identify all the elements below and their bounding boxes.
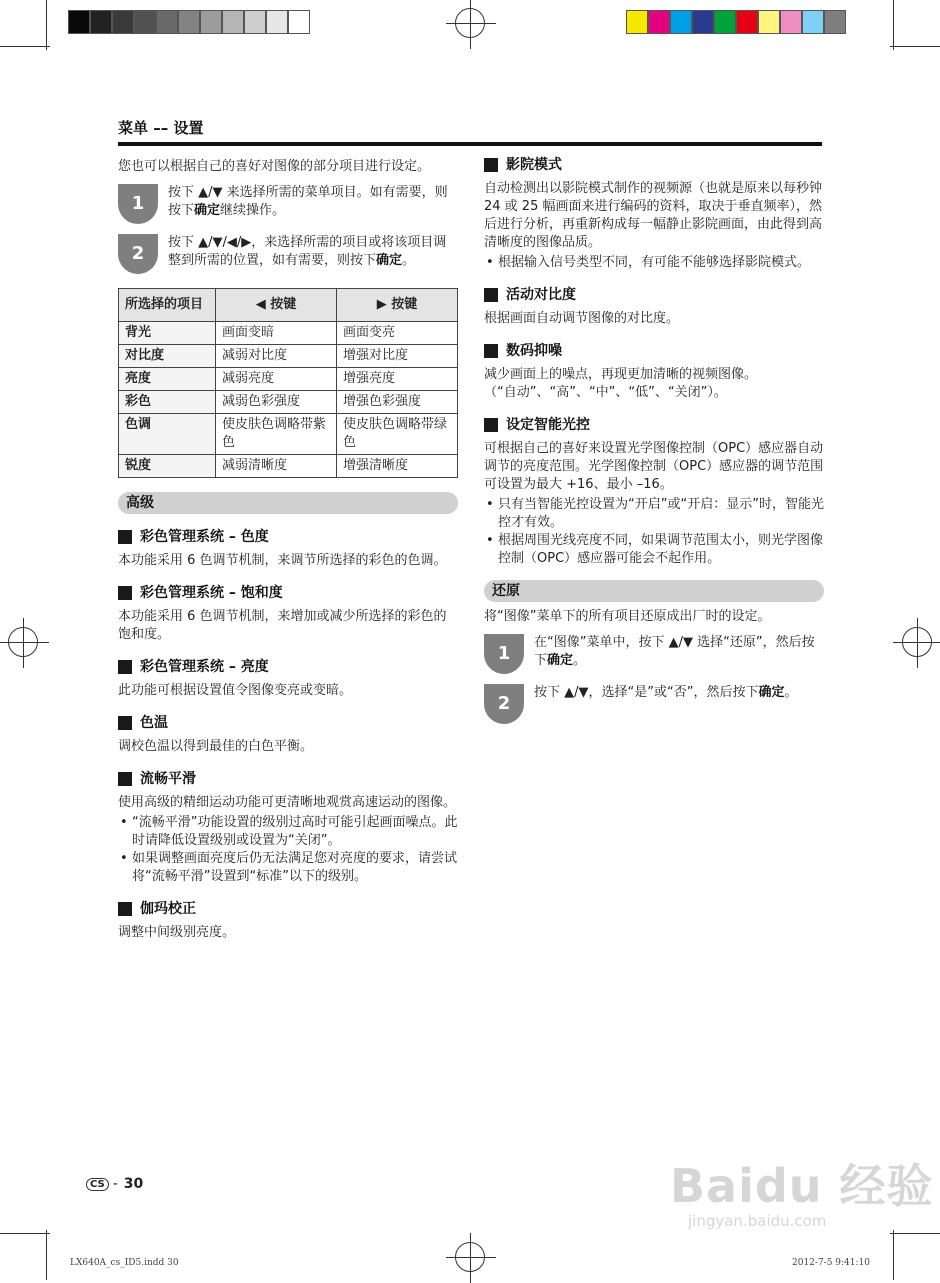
step-number-badge: 2 bbox=[118, 234, 158, 274]
table-cell: 减弱亮度 bbox=[216, 368, 337, 391]
section-body: 根据画面自动调节图像的对比度。 bbox=[484, 311, 680, 326]
reset-intro: 将“图像”菜单下的所有项目还原成出厂时的设定。 bbox=[484, 609, 771, 624]
step-text-pre: 按下 ▲/▼ 来选择所需的菜单项目。如有需要，则按下 bbox=[168, 185, 448, 218]
step-list bbox=[118, 184, 458, 276]
step-text bbox=[168, 184, 458, 220]
color-swatch bbox=[670, 10, 692, 34]
section-body: 减少画面上的噪点，再现更加清晰的视频图像。 bbox=[484, 367, 758, 382]
table-row bbox=[119, 414, 458, 455]
section-heading-text: 流畅平滑 bbox=[140, 771, 196, 787]
section-square-icon bbox=[118, 716, 132, 730]
bullet-list bbox=[484, 254, 824, 272]
color-swatch bbox=[90, 10, 112, 34]
section-heading bbox=[118, 658, 458, 676]
bullet-item: • “流畅平滑”功能设置的级别过高时可能引起画面噪点。此时请降低设置级别或设置为“关闭”。 bbox=[118, 814, 458, 850]
section-body: 自动检测出以影院模式制作的视频源（也就是原来以每秒钟 24 或 25 幅画面来进行编码的资料，取决于垂直频率），然后进行分析，再重新构成每一幅静止影院画面，由此得到高清晰度的图像品质。 bbox=[484, 181, 823, 250]
step-number-badge: 1 bbox=[484, 634, 524, 674]
table-cell: 使皮肤色调略带绿色 bbox=[337, 414, 458, 455]
section-heading bbox=[484, 156, 824, 174]
crop-mark bbox=[0, 1233, 50, 1234]
page-title: 菜单 –– 设置 bbox=[118, 119, 204, 137]
table-cell: 使皮肤色调略带紫色 bbox=[216, 414, 337, 455]
step-text-pre: 按下 ▲/▼，选择“是”或“否”，然后按下 bbox=[534, 685, 759, 700]
section-heading-text: 彩色管理系统 – 亮度 bbox=[140, 659, 269, 675]
bullet-item: • 只有当智能光控设置为“开启”或“开启：显示”时，智能光控才有效。 bbox=[484, 496, 824, 532]
step-text-post: 。 bbox=[784, 685, 798, 700]
color-swatch bbox=[288, 10, 310, 34]
color-swatch bbox=[68, 10, 90, 34]
table-cell: 增强色彩强度 bbox=[337, 391, 458, 414]
section-body: 调整中间级别亮度。 bbox=[118, 925, 236, 940]
crop-mark bbox=[893, 0, 894, 50]
table-cell: 增强亮度 bbox=[337, 368, 458, 391]
bullet-item: • 如果调整画面亮度后仍无法满足您对亮度的要求，请尝试将“流畅平滑”设置到“标准”以下的级别。 bbox=[118, 850, 458, 886]
registration-mark-icon bbox=[8, 627, 38, 657]
section-heading bbox=[118, 584, 458, 602]
color-swatch bbox=[824, 10, 846, 34]
right-column bbox=[484, 152, 824, 726]
step-text-post: 。 bbox=[402, 253, 416, 268]
table-cell-item: 亮度 bbox=[119, 368, 216, 391]
bullet-list bbox=[484, 496, 824, 568]
watermark-url: jingyan.baidu.com bbox=[688, 1212, 827, 1230]
intro-text: 您也可以根据自己的喜好对图像的部分项目进行设定。 bbox=[118, 159, 431, 174]
step-item bbox=[118, 234, 458, 276]
step-text-bold: 确定 bbox=[376, 253, 403, 268]
section-body: 调校色温以得到最佳的白色平衡。 bbox=[118, 739, 314, 754]
table-header-item: 所选择的项目 bbox=[119, 289, 216, 322]
bullet-item: • 根据输入信号类型不同，有可能不能够选择影院模式。 bbox=[484, 254, 824, 272]
gray-swatch-row bbox=[68, 10, 310, 34]
step-text-bold: 确定 bbox=[758, 685, 785, 700]
section-body: 使用高级的精细运动功能可更清晰地观赏高速运动的图像。 bbox=[118, 795, 457, 810]
section-square-icon bbox=[118, 772, 132, 786]
color-swatch bbox=[200, 10, 222, 34]
section-heading-text: 彩色管理系统 – 色度 bbox=[140, 529, 269, 545]
color-swatch bbox=[112, 10, 134, 34]
color-swatch bbox=[222, 10, 244, 34]
picture-sections bbox=[484, 156, 824, 568]
color-swatch bbox=[758, 10, 780, 34]
reset-step-list bbox=[484, 634, 824, 726]
settings-table bbox=[118, 288, 458, 478]
step-text-bold: 确定 bbox=[194, 203, 221, 218]
language-badge: CS bbox=[86, 1178, 109, 1191]
color-swatch bbox=[244, 10, 266, 34]
left-column bbox=[118, 152, 458, 942]
color-swatch bbox=[134, 10, 156, 34]
advanced-sections bbox=[118, 528, 458, 942]
table-header-left-key: ◀ 按键 bbox=[216, 289, 337, 322]
step-number-badge: 2 bbox=[484, 684, 524, 724]
section-heading bbox=[484, 342, 824, 360]
section-heading bbox=[118, 528, 458, 546]
section-heading-text: 设定智能光控 bbox=[506, 417, 590, 433]
section-heading bbox=[118, 900, 458, 918]
registration-mark-icon bbox=[902, 627, 932, 657]
section-square-icon bbox=[118, 902, 132, 916]
crop-mark bbox=[46, 0, 47, 50]
table-row bbox=[119, 391, 458, 414]
step-text-post: 继续操作。 bbox=[220, 203, 286, 218]
section-body-extra: （“自动”、“高”、“中”、“低”、“关闭”）。 bbox=[484, 385, 727, 400]
section-heading-text: 活动对比度 bbox=[506, 287, 576, 303]
section-body: 可根据自己的喜好来设置光学图像控制（OPC）感应器自动调节的亮度范围。光学图像控制（OPC）感应器的调节范围可设置为最大 +16、最小 –16。 bbox=[484, 441, 824, 492]
table-header-right-key: ▶ 按键 bbox=[337, 289, 458, 322]
crop-mark bbox=[893, 1230, 894, 1280]
table-cell: 画面变亮 bbox=[337, 322, 458, 345]
section-body: 本功能采用 6 色调节机制，来调节所选择的彩色的色调。 bbox=[118, 553, 447, 568]
section-heading-text: 影院模式 bbox=[506, 157, 562, 173]
section-heading bbox=[118, 714, 458, 732]
crop-mark bbox=[0, 46, 50, 47]
section-square-icon bbox=[118, 530, 132, 544]
step-text bbox=[534, 684, 824, 702]
color-swatch bbox=[714, 10, 736, 34]
section-square-icon bbox=[484, 158, 498, 172]
color-swatch bbox=[736, 10, 758, 34]
table-cell: 增强清晰度 bbox=[337, 455, 458, 478]
reset-section-bar: 还原 bbox=[484, 580, 824, 602]
step-item bbox=[484, 684, 824, 726]
color-swatch bbox=[692, 10, 714, 34]
crop-mark bbox=[46, 1230, 47, 1280]
color-swatch bbox=[780, 10, 802, 34]
table-cell: 减弱清晰度 bbox=[216, 455, 337, 478]
step-text-post: 。 bbox=[573, 653, 587, 668]
baidu-watermark bbox=[670, 1150, 934, 1230]
color-swatch bbox=[648, 10, 670, 34]
color-swatch bbox=[802, 10, 824, 34]
section-heading bbox=[484, 416, 824, 434]
step-text-bold: 确定 bbox=[547, 653, 574, 668]
section-square-icon bbox=[484, 344, 498, 358]
footer-separator: - bbox=[112, 1176, 118, 1192]
print-slug-date: 2012-7-5 9:41:10 bbox=[792, 1258, 870, 1268]
section-heading-text: 数码抑噪 bbox=[506, 343, 562, 359]
table-cell-item: 背光 bbox=[119, 322, 216, 345]
watermark-brand: Baidu 经验 bbox=[670, 1159, 934, 1213]
table-cell: 减弱色彩强度 bbox=[216, 391, 337, 414]
step-text-pre: 在“图像”菜单中，按下 ▲/▼ 选择“还原”，然后按下 bbox=[534, 635, 815, 668]
section-heading bbox=[118, 770, 458, 788]
section-square-icon bbox=[118, 586, 132, 600]
table-header-row bbox=[119, 289, 458, 322]
step-item bbox=[118, 184, 458, 226]
color-swatch-row bbox=[626, 10, 846, 34]
table-body bbox=[119, 322, 458, 478]
table-row bbox=[119, 322, 458, 345]
section-heading-text: 伽玛校正 bbox=[140, 901, 196, 917]
color-swatch bbox=[156, 10, 178, 34]
section-square-icon bbox=[118, 660, 132, 674]
table-row bbox=[119, 345, 458, 368]
section-heading-text: 彩色管理系统 – 饱和度 bbox=[140, 585, 283, 601]
table-cell: 增强对比度 bbox=[337, 345, 458, 368]
crop-mark bbox=[890, 1233, 940, 1234]
page-number: 30 bbox=[123, 1176, 144, 1192]
bullet-item: • 根据周围光线亮度不同，如果调节范围太小，则光学图像控制（OPC）感应器可能会不起作用。 bbox=[484, 532, 824, 568]
table-cell-item: 对比度 bbox=[119, 345, 216, 368]
step-item bbox=[484, 634, 824, 676]
section-heading bbox=[484, 286, 824, 304]
table-cell: 减弱对比度 bbox=[216, 345, 337, 368]
table-cell-item: 锐度 bbox=[119, 455, 216, 478]
title-rule bbox=[118, 142, 822, 146]
table-row bbox=[119, 368, 458, 391]
step-text bbox=[168, 234, 458, 270]
color-swatch bbox=[178, 10, 200, 34]
table-row bbox=[119, 455, 458, 478]
step-text-pre: 按下 ▲/▼/◀/▶，来选择所需的项目或将该项目调整到所需的位置，如有需要，则按下 bbox=[168, 235, 447, 268]
section-body: 本功能采用 6 色调节机制，来增加或减少所选择的彩色的饱和度。 bbox=[118, 609, 447, 642]
step-number-badge: 1 bbox=[118, 184, 158, 224]
registration-mark-icon bbox=[455, 8, 485, 38]
color-swatch bbox=[266, 10, 288, 34]
section-square-icon bbox=[484, 288, 498, 302]
page-number-footer bbox=[86, 1176, 143, 1192]
section-heading-text: 色温 bbox=[140, 715, 168, 731]
step-text bbox=[534, 634, 824, 670]
crop-mark bbox=[890, 46, 940, 47]
color-swatch bbox=[626, 10, 648, 34]
table-cell-item: 色调 bbox=[119, 414, 216, 455]
section-body: 此功能可根据设置值令图像变亮或变暗。 bbox=[118, 683, 353, 698]
table-cell: 画面变暗 bbox=[216, 322, 337, 345]
bullet-list bbox=[118, 814, 458, 886]
table-cell-item: 彩色 bbox=[119, 391, 216, 414]
advanced-section-bar: 高级 bbox=[118, 492, 458, 514]
print-slug-file: LX640A_cs_ID5.indd 30 bbox=[70, 1258, 179, 1268]
registration-mark-icon bbox=[455, 1242, 485, 1272]
section-square-icon bbox=[484, 418, 498, 432]
